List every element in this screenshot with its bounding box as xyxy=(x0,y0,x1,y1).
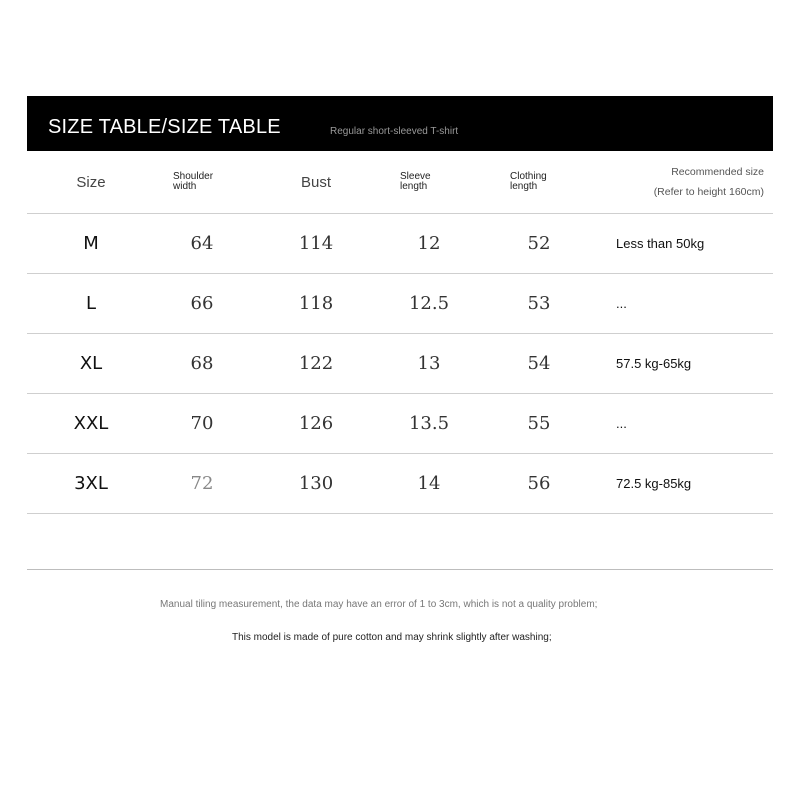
bust-cell: 130 xyxy=(298,473,334,494)
banner-subtitle: Regular short-sleeved T-shirt xyxy=(330,126,459,137)
shoulder-cell: 66 xyxy=(190,293,214,314)
header-size: Size xyxy=(76,173,106,191)
measurement-note: Manual tiling measurement, the data may have an error of 1 to 3cm, which is not a quality problem; xyxy=(160,599,598,610)
table-header-row xyxy=(27,151,773,214)
sleeve-cell: 14 xyxy=(417,473,441,494)
size-cell: M xyxy=(83,233,99,254)
table-row xyxy=(27,274,773,334)
shoulder-cell: 72 xyxy=(190,473,214,494)
sleeve-cell: 12 xyxy=(417,233,441,254)
banner-title: SIZE TABLE/SIZE TABLE xyxy=(48,116,281,138)
clothing-cell: 52 xyxy=(527,233,551,254)
bust-cell: 126 xyxy=(298,413,334,434)
recommended-cell: ... xyxy=(616,296,627,311)
bust-cell: 122 xyxy=(298,353,334,374)
clothing-cell: 55 xyxy=(527,413,551,434)
size-cell: 3XL xyxy=(74,473,108,494)
table-row xyxy=(27,334,773,394)
recommended-cell: 72.5 kg-85kg xyxy=(616,476,692,491)
shoulder-cell: 64 xyxy=(190,233,214,254)
shoulder-cell: 68 xyxy=(190,353,214,374)
table-row xyxy=(27,454,773,514)
clothing-cell: 56 xyxy=(527,473,551,494)
clothing-cell: 54 xyxy=(527,353,551,374)
size-table xyxy=(27,151,773,514)
header-clothing-length: Clothing length xyxy=(510,171,547,192)
header-sleeve-length: Sleeve length xyxy=(400,171,431,192)
recommended-cell: ... xyxy=(616,416,627,431)
bust-cell: 118 xyxy=(298,293,334,314)
size-cell: L xyxy=(85,293,97,314)
header-bust: Bust xyxy=(300,173,331,191)
size-cell: XL xyxy=(79,353,103,374)
recommended-cell: Less than 50kg xyxy=(616,236,705,251)
header-recommended-note: (Refer to height 160cm) xyxy=(653,186,764,198)
shoulder-cell: 70 xyxy=(190,413,214,434)
clothing-cell: 53 xyxy=(527,293,551,314)
sleeve-cell: 13 xyxy=(417,353,441,374)
size-table-banner xyxy=(27,96,773,151)
table-row xyxy=(27,214,773,274)
material-note: This model is made of pure cotton and may shrink slightly after washing; xyxy=(232,632,552,643)
divider xyxy=(27,569,773,570)
table-row xyxy=(27,394,773,454)
size-cell: XXL xyxy=(73,413,109,434)
recommended-cell: 57.5 kg-65kg xyxy=(616,356,692,371)
sleeve-cell: 12.5 xyxy=(408,293,450,314)
header-shoulder-width: Shoulder width xyxy=(173,171,214,192)
bust-cell: 114 xyxy=(298,233,334,254)
header-recommended xyxy=(604,151,764,213)
sleeve-cell: 13.5 xyxy=(408,413,450,434)
header-recommended-size: Recommended size xyxy=(671,166,764,178)
